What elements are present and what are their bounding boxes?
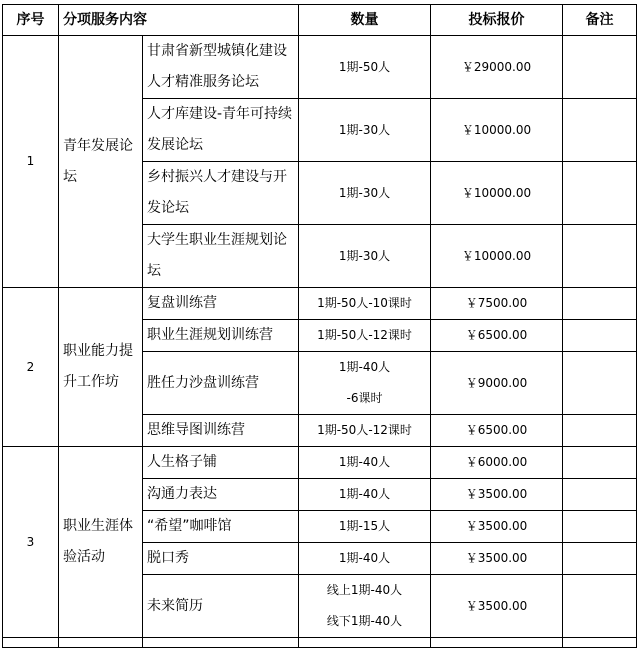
item-quantity: 1期-30人 — [299, 225, 431, 288]
item-quantity-line: -6课时 — [346, 391, 383, 405]
item-name: 人才库建设-青年可持续发展论坛 — [143, 99, 299, 162]
group-category: 职业能力提升工作坊 — [59, 288, 143, 447]
item-price: ￥9000.00 — [431, 352, 563, 415]
item-price: ￥10000.00 — [431, 162, 563, 225]
item-quantity-line: 1期-40人 — [338, 360, 391, 374]
item-name: 职业生涯规划训练营 — [143, 320, 299, 352]
item-note — [563, 575, 637, 638]
group-seq: 1 — [3, 36, 59, 288]
group-seq: 3 — [3, 447, 59, 638]
item-price: ￥10000.00 — [431, 225, 563, 288]
item-note — [563, 288, 637, 320]
item-price: ￥3500.00 — [431, 479, 563, 511]
item-quantity: 1期-30人 — [299, 99, 431, 162]
item-name: 未来简历 — [143, 575, 299, 638]
partial-cell — [299, 638, 431, 648]
item-price: ￥10000.00 — [431, 99, 563, 162]
partial-cell — [563, 638, 637, 648]
header-row — [3, 5, 637, 36]
partial-cell — [3, 638, 59, 648]
item-quantity: 1期-30人 — [299, 162, 431, 225]
table-row-partial — [3, 638, 637, 648]
item-name: 乡村振兴人才建设与开发论坛 — [143, 162, 299, 225]
item-note — [563, 415, 637, 447]
group-category: 青年发展论坛 — [59, 36, 143, 288]
item-quantity: 1期-50人-12课时 — [299, 320, 431, 352]
item-note — [563, 543, 637, 575]
item-note — [563, 320, 637, 352]
item-quantity-line: 线上1期-40人 — [326, 583, 403, 597]
item-note — [563, 99, 637, 162]
item-name: 沟通力表达 — [143, 479, 299, 511]
item-note — [563, 479, 637, 511]
item-note — [563, 162, 637, 225]
item-price: ￥6000.00 — [431, 447, 563, 479]
item-quantity: 1期-50人-10课时 — [299, 288, 431, 320]
item-quantity: 1期-40人 — [299, 543, 431, 575]
table-row — [3, 288, 637, 320]
item-note — [563, 225, 637, 288]
item-name: 复盘训练营 — [143, 288, 299, 320]
quotation-table — [2, 4, 637, 648]
item-quantity-line: 线下1期-40人 — [326, 614, 403, 628]
item-name: 人生格子铺 — [143, 447, 299, 479]
header-quantity: 数量 — [299, 5, 431, 36]
header-category: 分项服务内容 — [59, 5, 299, 36]
group-category: 职业生涯体验活动 — [59, 447, 143, 638]
item-note — [563, 511, 637, 543]
header-seq: 序号 — [3, 5, 59, 36]
partial-cell — [431, 638, 563, 648]
item-name: 思维导图训练营 — [143, 415, 299, 447]
table-row — [3, 447, 637, 479]
group-seq: 2 — [3, 288, 59, 447]
item-name: 胜任力沙盘训练营 — [143, 352, 299, 415]
item-name: 脱口秀 — [143, 543, 299, 575]
item-note — [563, 36, 637, 99]
item-price: ￥29000.00 — [431, 36, 563, 99]
partial-cell — [59, 638, 143, 648]
item-quantity: 1期-40人 — [299, 447, 431, 479]
item-price: ￥6500.00 — [431, 320, 563, 352]
item-quantity: 1期-50人 — [299, 36, 431, 99]
item-quantity: 1期-15人 — [299, 511, 431, 543]
item-note — [563, 447, 637, 479]
item-quantity — [299, 575, 431, 638]
item-name: 甘肃省新型城镇化建设人才精准服务论坛 — [143, 36, 299, 99]
table-row — [3, 36, 637, 99]
item-name: “希望”咖啡馆 — [143, 511, 299, 543]
header-note: 备注 — [563, 5, 637, 36]
item-price: ￥6500.00 — [431, 415, 563, 447]
item-price: ￥7500.00 — [431, 288, 563, 320]
item-quantity: 1期-40人 — [299, 479, 431, 511]
item-price: ￥3500.00 — [431, 543, 563, 575]
item-name: 大学生职业生涯规划论坛 — [143, 225, 299, 288]
item-note — [563, 352, 637, 415]
header-price: 投标报价 — [431, 5, 563, 36]
partial-cell — [143, 638, 299, 648]
item-quantity: 1期-50人-12课时 — [299, 415, 431, 447]
item-price: ￥3500.00 — [431, 575, 563, 638]
item-price: ￥3500.00 — [431, 511, 563, 543]
item-quantity — [299, 352, 431, 415]
